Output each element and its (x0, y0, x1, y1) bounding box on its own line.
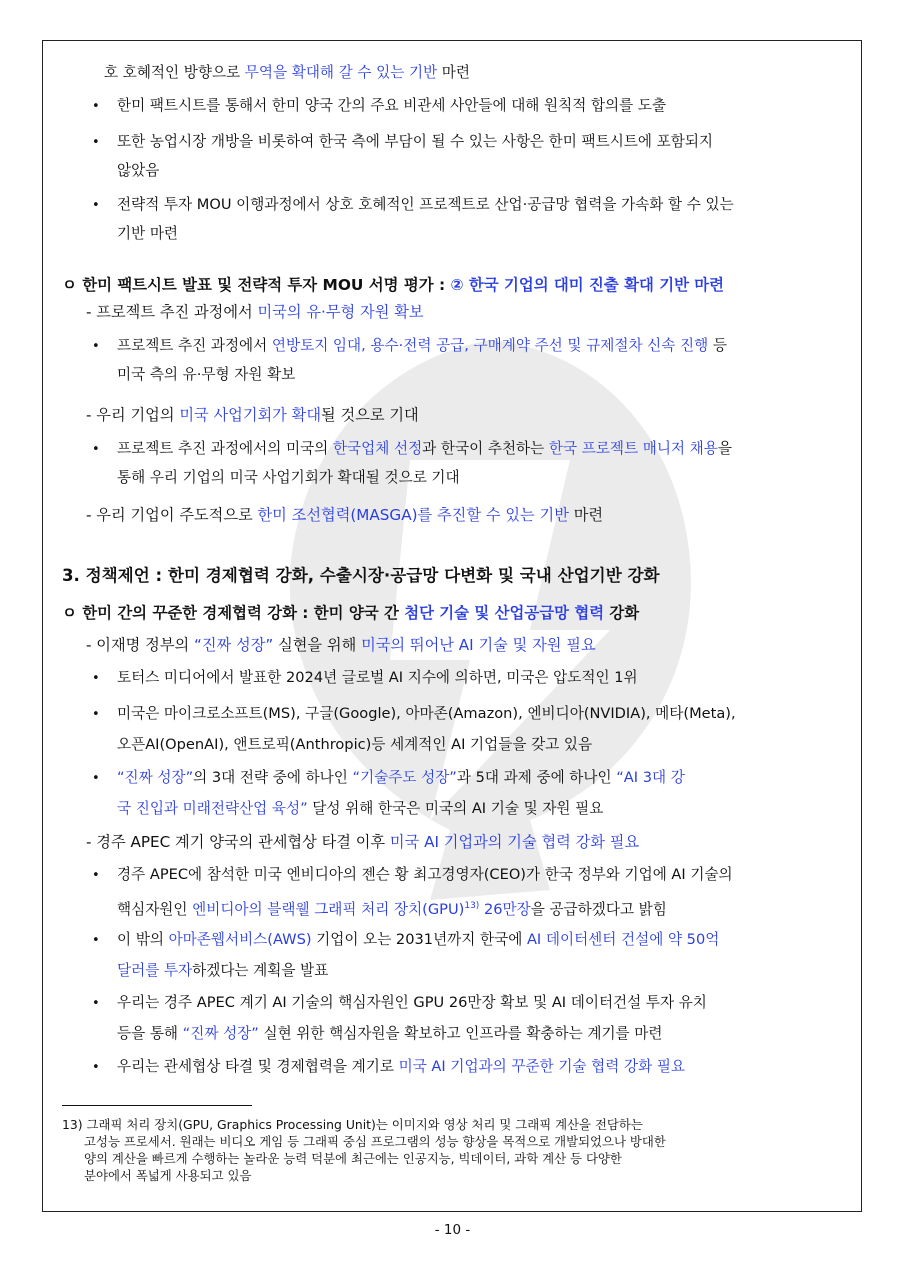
bullet-dot: • (92, 671, 100, 686)
text-line-27: 달러를 투자하겠다는 계획을 발표 (117, 962, 329, 979)
text-line-29: 등을 통해 “진짜 성장” 실현 위한 핵심자원을 확보하고 인프라를 확충하는 계기를 마련 (117, 1025, 663, 1042)
text-line-23: - 경주 APEC 계기 양국의 관세협상 타결 이후 미국 AI 기업과의 기술 협력 강화 필요 (86, 833, 640, 851)
bullet-dot: • (92, 339, 100, 354)
text-line-26: 이 밖의 아마존웹서비스(AWS) 기업이 오는 2031년까지 한국에 AI 데이터센터 건설에 약 50억 (117, 931, 720, 948)
text-line-17: - 이재명 정부의 “진짜 성장” 실현을 위해 미국의 뛰어난 AI 기술 및 자원 필요 (86, 636, 596, 654)
text-line-14: - 우리 기업이 주도적으로 한미 조선협력(MASGA)를 추진할 수 있는 기반 마련 (86, 506, 604, 524)
bullet-dot: • (92, 1060, 100, 1075)
bullet-dot: • (92, 707, 100, 722)
section-heading-cooperation: ㅇ 한미 간의 꾸준한 경제협력 강화 : 한미 양국 간 첨단 기술 및 산업공급망 협력 강화 (62, 604, 640, 622)
text-line-11: - 우리 기업의 미국 사업기회가 확대될 것으로 기대 (86, 406, 419, 424)
footnote-separator (62, 1105, 252, 1106)
text-line-12: 프로젝트 추진 과정에서의 미국의 한국업체 선정과 한국이 추천하는 한국 프로젝트 매니저 채용을 (117, 440, 732, 457)
text-line-18: 토터스 미디어에서 발표한 2024년 글로벌 AI 지수에 의하면, 미국은 압도적인 1위 (117, 669, 638, 686)
page-number: - 10 - (434, 1222, 471, 1238)
text-line-10: 미국 측의 유·무형 자원 확보 (117, 366, 296, 383)
footnote-line-4: 분야에서 폭넓게 사용되고 있음 (84, 1168, 252, 1183)
text-line-28: 우리는 경주 APEC 계기 AI 기술의 핵심자원인 GPU 26만장 확보 및 AI 데이터건설 투자 유치 (117, 994, 707, 1011)
text-line-19: 미국은 마이크로소프트(MS), 구글(Google), 아마존(Amazon), 엔비디아(NVIDIA), 메타(Meta), (117, 705, 736, 722)
bullet-dot: • (92, 198, 100, 213)
bullet-dot: • (92, 771, 100, 786)
text-line-24: 경주 APEC에 참석한 미국 엔비디아의 젠슨 황 최고경영자(CEO)가 한국 정부와 기업에 AI 기술의 (117, 866, 733, 883)
text-line-6: 기반 마련 (117, 225, 179, 242)
footnote-line-3: 양의 계산을 빠르게 수행하는 놀라운 능력 덕분에 최근에는 인공지능, 빅데이터, 과학 계산 등 다양한 (84, 1151, 622, 1166)
bullet-dot: • (92, 996, 100, 1011)
footnote-line-1: 13) 그래픽 처리 장치(GPU, Graphics Processing Unit)는 이미지와 영상 처리 및 그래픽 계산을 전담하는 (62, 1117, 643, 1132)
bullet-dot: • (92, 868, 100, 883)
text-line-20: 오픈AI(OpenAI), 앤트로픽(Anthropic)등 세계적인 AI 기업들을 갖고 있음 (117, 736, 593, 753)
text-line-1: 호 호혜적인 방향으로 무역을 확대해 갈 수 있는 기반 마련 (104, 64, 471, 81)
bullet-dot: • (92, 933, 100, 948)
text-line-21: “진짜 성장”의 3대 전략 중에 하나인 “기술주도 성장”과 5대 과제 중에 하나인 “AI 3대 강 (117, 769, 685, 786)
bullet-dot: • (92, 442, 100, 457)
text-line-9: 프로젝트 추진 과정에서 연방토지 임대, 용수·전력 공급, 구매계약 주선 및 규제절차 신속 진행 등 (117, 337, 727, 354)
footnote-line-2: 고성능 프로세서. 원래는 비디오 게임 등 그래픽 중심 프로그램의 성능 향상을 목적으로 개발되었으나 방대한 (84, 1134, 666, 1149)
text-line-25: 핵심자원인 엔비디아의 블랙웰 그래픽 처리 장치(GPU)$^{13)}$ 26만장을 공급하겠다고 밝힘 (117, 900, 667, 918)
policy-heading: 3. 정책제언 : 한미 경제협력 강화, 수출시장·공급망 다변화 및 국내 산업기반 강화 (62, 566, 660, 585)
text-line-22: 국 진입과 미래전략산업 육성” 달성 위해 한국은 미국의 AI 기술 및 자원 필요 (117, 800, 604, 817)
text-line-4: 않았음 (117, 162, 160, 179)
text-line-2: 한미 팩트시트를 통해서 한미 양국 간의 주요 비관세 사안들에 대해 원칙적 합의를 도출 (117, 97, 667, 114)
section-heading-evaluation: ㅇ 한미 팩트시트 발표 및 전략적 투자 MOU 서명 평가 : ② 한국 기업의 대미 진출 확대 기반 마련 (62, 276, 725, 294)
text-line-8: - 프로젝트 추진 과정에서 미국의 유·무형 자원 확보 (86, 303, 424, 321)
text-line-13: 통해 우리 기업의 미국 사업기회가 확대될 것으로 기대 (117, 469, 460, 486)
text-line-3: 또한 농업시장 개방을 비롯하여 한국 측에 부담이 될 수 있는 사항은 한미 팩트시트에 포함되지 (117, 133, 714, 150)
bullet-dot: • (92, 135, 100, 150)
text-line-30: 우리는 관세협상 타결 및 경제협력을 계기로 미국 AI 기업과의 꾸준한 기술 협력 강화 필요 (117, 1058, 686, 1075)
text-line-5: 전략적 투자 MOU 이행과정에서 상호 호혜적인 프로젝트로 산업·공급망 협력을 가속화 할 수 있는 (117, 196, 734, 213)
bullet-dot: • (92, 99, 100, 114)
